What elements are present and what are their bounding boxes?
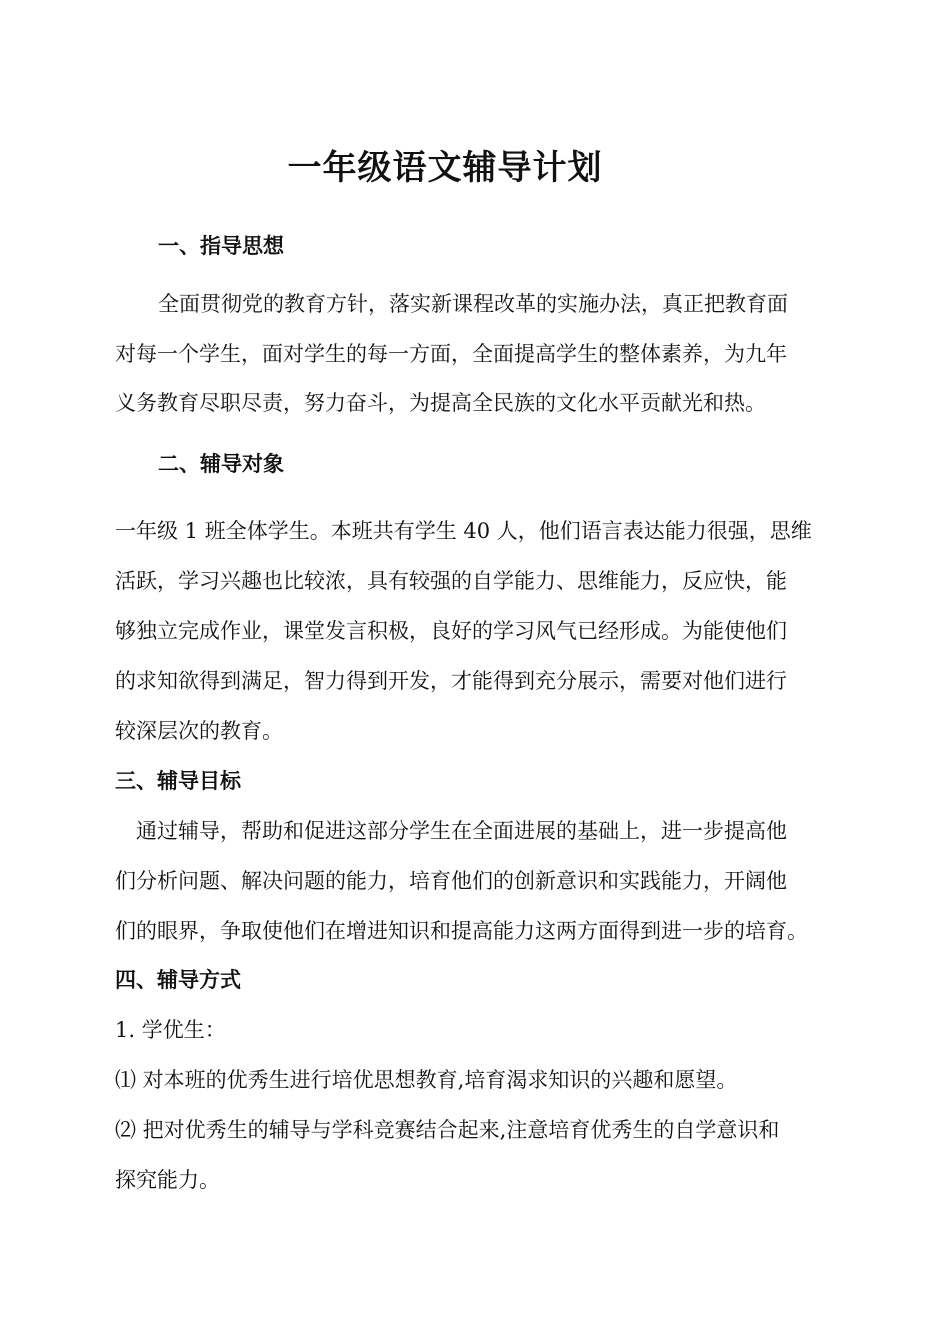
document-title: 一年级语文辅导计划 (287, 148, 603, 188)
paragraph-line: 够独立完成作业，课堂发言积极，良好的学习风气已经形成。为能使他们 (115, 619, 787, 643)
paragraph-line: 活跃，学习兴趣也比较浓，具有较强的自学能力、思维能力，反应快，能 (115, 569, 787, 593)
list-item: 1. 学优生： (115, 1018, 226, 1042)
paragraph-line: 一年级 1 班全体学生。本班共有学生 40 人，他们语言表达能力很强，思维 (115, 519, 812, 543)
paragraph-line: 通过辅导，帮助和促进这部分学生在全面进展的基础上，进一步提高他 (136, 819, 787, 843)
list-item: 探究能力。 (115, 1168, 220, 1192)
paragraph-line: 的求知欲得到满足，智力得到开发，才能得到充分展示，需要对他们进行 (115, 669, 787, 693)
section-heading-guiding-ideology: 一、指导思想 (158, 233, 284, 258)
section-heading-tutoring-target: 二、辅导对象 (158, 451, 284, 476)
section-heading-tutoring-goals: 三、辅导目标 (115, 768, 241, 793)
paragraph-line: 们的眼界，争取使他们在增进知识和提高能力这两方面得到进一步的培育。 (115, 919, 808, 943)
section-heading-tutoring-methods: 四、辅导方式 (115, 967, 241, 992)
list-item: ⑴ 对本班的优秀生进行培优思想教育,培育渴求知识的兴趣和愿望。 (115, 1068, 738, 1092)
paragraph-line: 对每一个学生，面对学生的每一方面，全面提高学生的整体素养，为九年 (115, 342, 787, 366)
paragraph-line: 们分析问题、解决问题的能力，培育他们的创新意识和实践能力，开阔他 (115, 869, 787, 893)
paragraph-line: 义务教育尽职尽责，努力奋斗，为提高全民族的文化水平贡献光和热。 (115, 391, 766, 415)
list-item: ⑵ 把对优秀生的辅导与学科竞赛结合起来,注意培育优秀生的自学意识和 (115, 1118, 780, 1142)
paragraph-line: 较深层次的教育。 (115, 719, 283, 743)
paragraph-line: 全面贯彻党的教育方针，落实新课程改革的实施办法，真正把教育面 (158, 292, 788, 316)
